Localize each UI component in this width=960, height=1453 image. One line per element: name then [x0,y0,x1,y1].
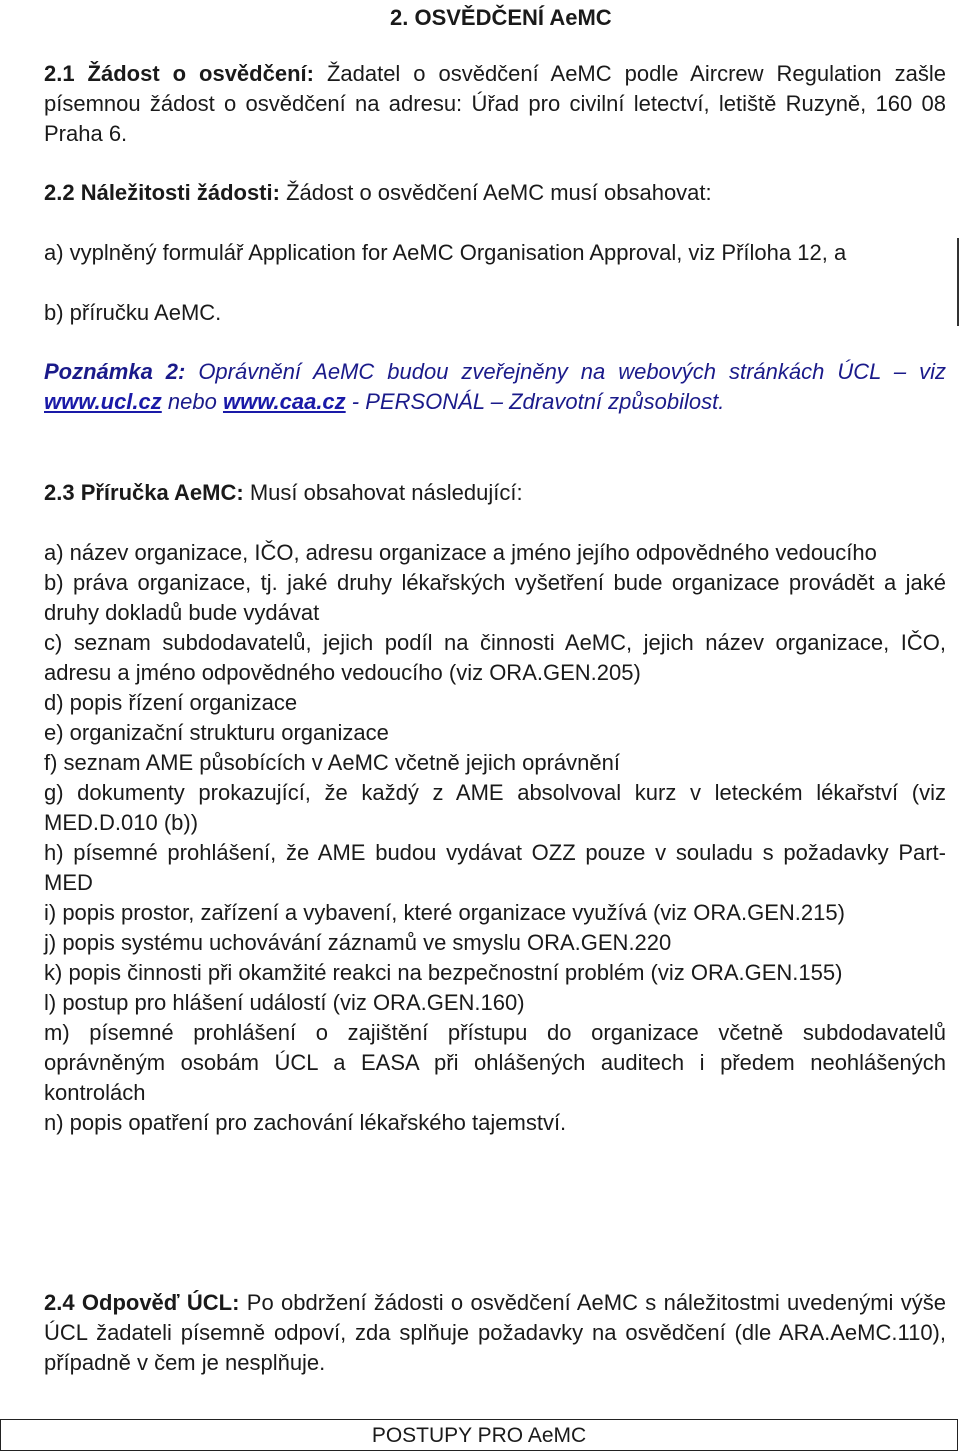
list-item: g) dokumenty prokazující, že každý z AME absolvoval kurz v leteckém lékařství (viz MED.D.010 (b)) [44,780,946,835]
note-2-text-3: - PERSONÁL – Zdravotní způsobilost. [351,389,725,414]
section-2-4-text: Po obdržení žádosti o osvědčení AeMC s náležitostmi uvedenými výše ÚCL žadateli písemně odpoví, zda splňuje požadavky na osvědčení (dle ARA.AeMC.110), případně v čem je nesplňuje. [44,1290,946,1375]
section-2-3-text: Musí obsahovat následující: [249,480,523,505]
section-2-2 [44,178,946,208]
section-2-2-text: Žádost o osvědčení AeMC musí obsahovat: [286,180,712,205]
section-2-1-text: Žadatel o osvědčení AeMC podle Aircrew Regulation zašle písemnou žádost o osvědčení na adresu: Úřad pro civilní letectví, letiště Ruzyně, 160 08 Praha 6. [44,61,946,146]
note-2-text-1: Oprávnění AeMC budou zveřejněny na webových stránkách ÚCL – viz [198,359,946,384]
section-2-2-item-a: a) vyplněný formulář Application for AeMC Organisation Approval, viz Příloha 12, a [44,240,847,265]
list-item: l) postup pro hlášení událostí (viz ORA.GEN.160) [44,990,525,1015]
list-item: k) popis činnosti při okamžité reakci na bezpečnostní problém (viz ORA.GEN.155) [44,960,843,985]
note-2 [44,357,946,417]
list-item: n) popis opatření pro zachování lékařského tajemství. [44,1110,567,1135]
list-item: a) název organizace, IČO, adresu organizace a jméno jejího odpovědného vedoucího [44,540,877,565]
list-item: c) seznam subdodavatelů, jejich podíl na činnosti AeMC, jejich název organizace, IČO, adresu a jméno odpovědného vedoucího (viz ORA.GEN.205) [44,630,946,685]
list-item: m) písemné prohlášení o zajištění přístupu do organizace včetně subdodavatelů oprávněným osobám ÚCL a EASA při ohlášených auditech i předem neohlášených kontrolách [44,1020,946,1105]
link-caa[interactable]: www.caa.cz [222,389,346,414]
section-2-2-item-b: b) příručku AeMC. [44,300,222,325]
list-item: i) popis prostor, zařízení a vybavení, které organizace využívá (viz ORA.GEN.215) [44,900,845,925]
section-2-1 [44,59,946,149]
revision-change-bar [957,238,959,326]
section-2-1-label: 2.1 Žádost o osvědčení: [44,61,314,86]
list-item: e) organizační strukturu organizace [44,720,389,745]
page-title: 2. OSVĚDČENÍ AeMC [390,5,612,30]
link-ucl[interactable]: www.ucl.cz [44,389,162,414]
note-2-label: Poznámka 2: [44,359,186,384]
section-2-4 [44,1288,946,1378]
list-item: f) seznam AME působících v AeMC včetně jejich oprávnění [44,750,620,775]
list-item: b) práva organizace, tj. jaké druhy lékařských vyšetření bude organizace provádět a jaké druhy dokladů bude vydávat [44,570,946,625]
section-2-3 [44,478,946,508]
section-2-3-list [44,538,946,1138]
page-footer: POSTUPY PRO AeMC [0,1419,958,1451]
section-2-3-label: 2.3 Příručka AeMC: [44,480,244,505]
list-item: h) písemné prohlášení, že AME budou vydávat OZZ pouze v souladu s požadavky Part-MED [44,840,946,895]
list-item: d) popis řízení organizace [44,690,298,715]
section-2-4-label: 2.4 Odpověď ÚCL: [44,1290,240,1315]
note-2-text-2: nebo [167,389,217,414]
section-2-2-label: 2.2 Náležitosti žádosti: [44,180,280,205]
list-item: j) popis systému uchovávání záznamů ve smyslu ORA.GEN.220 [44,930,672,955]
